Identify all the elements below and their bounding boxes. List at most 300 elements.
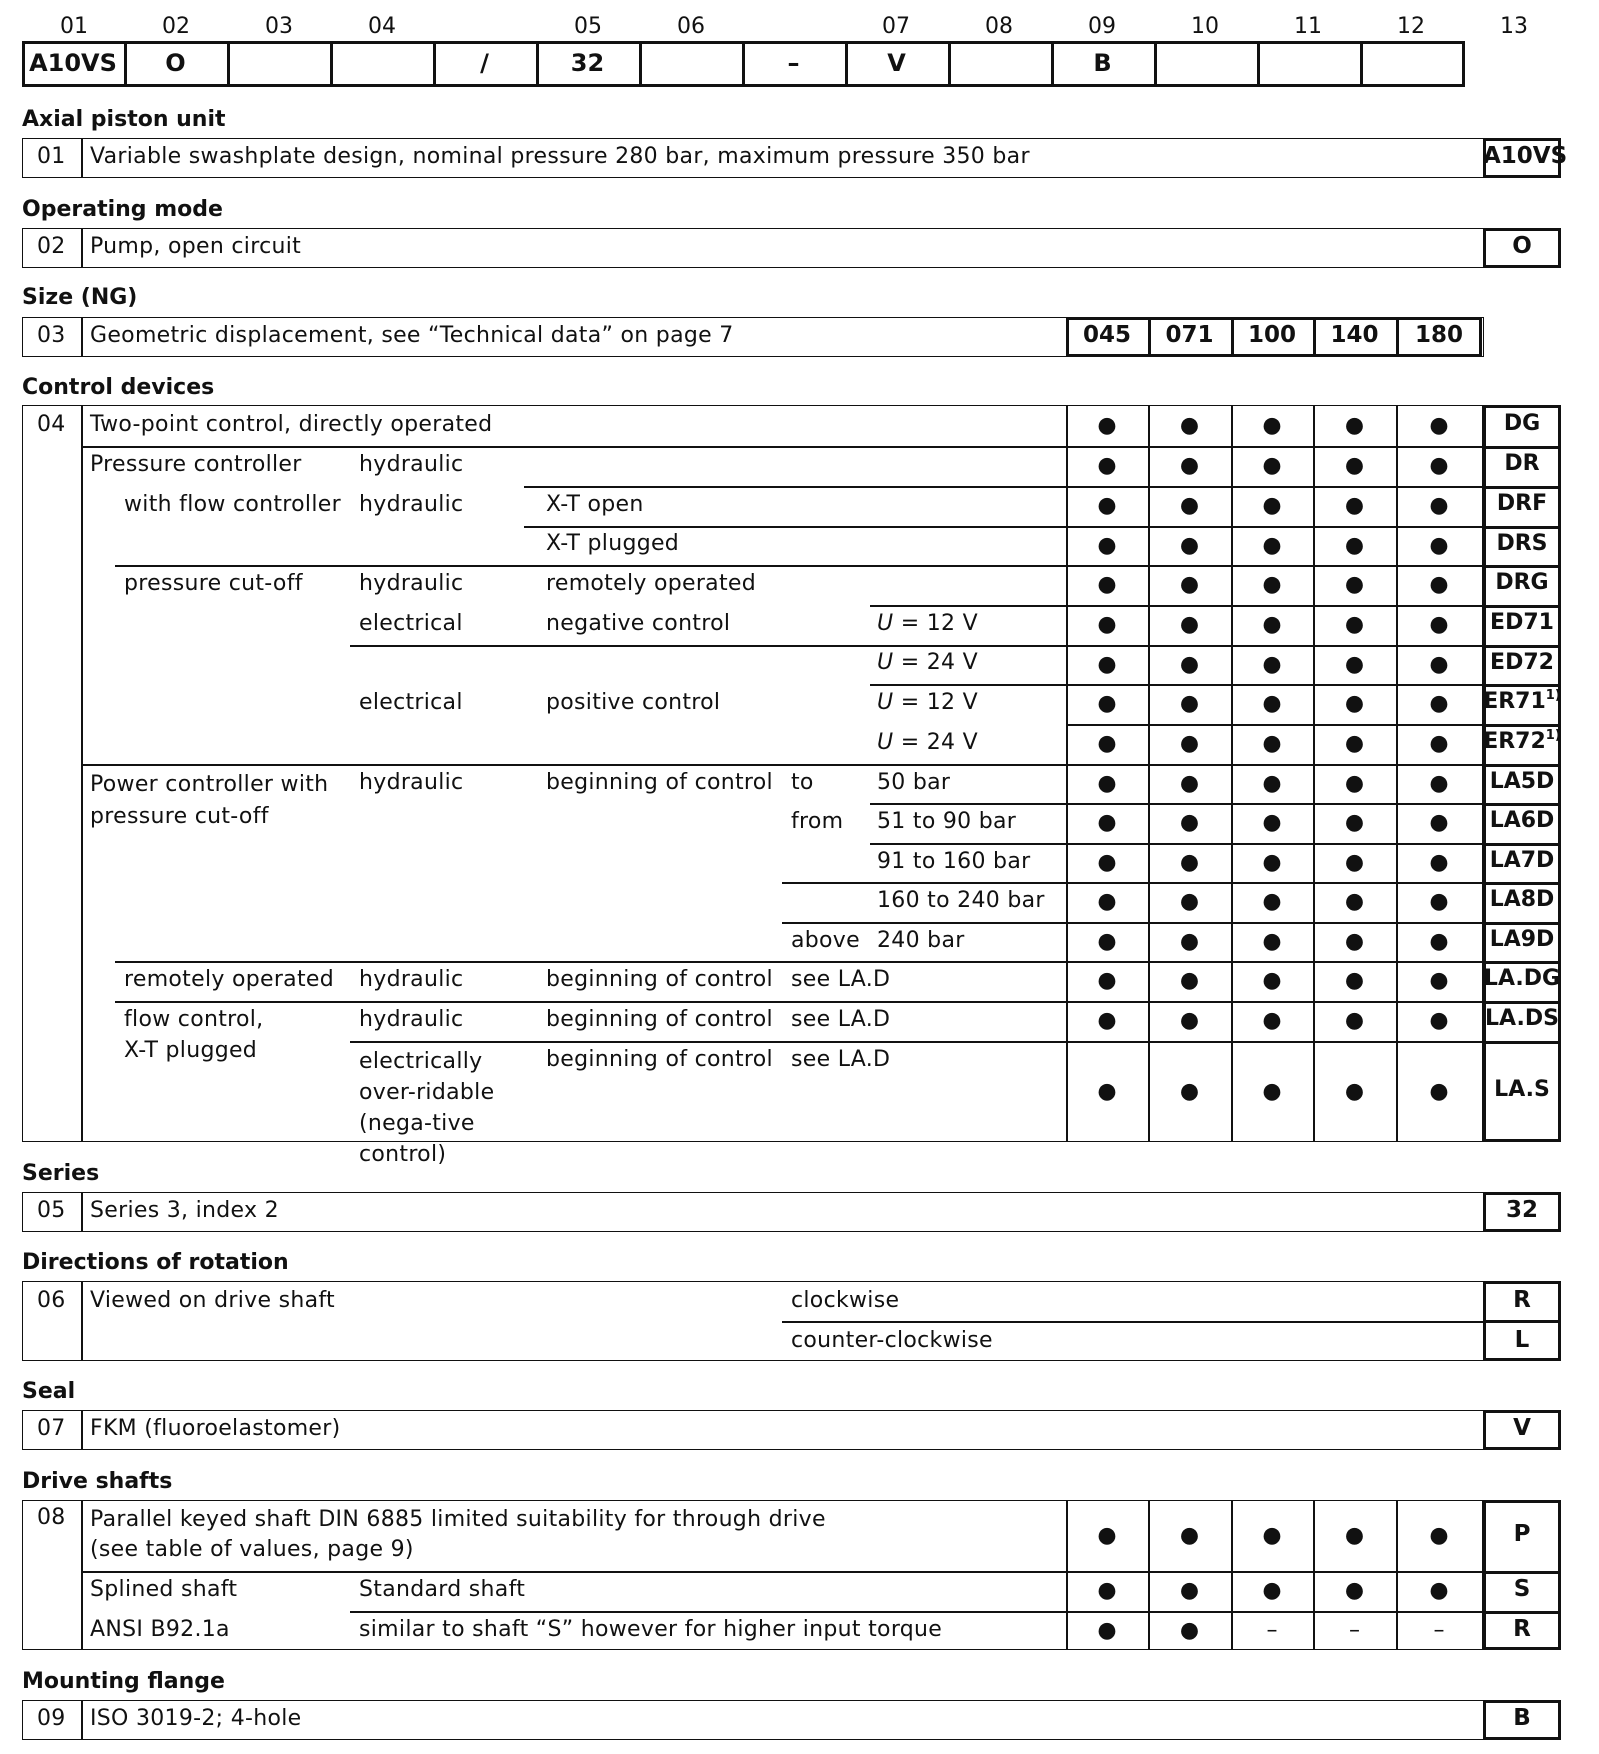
section-text: FKM (fluoroelastomer) <box>90 1416 341 1441</box>
availability-dot: ● <box>1344 849 1365 875</box>
footnote-marker: 1) <box>1545 728 1561 743</box>
availability-dot: ● <box>1262 849 1282 875</box>
availability-mark: ● <box>1344 1578 1365 1603</box>
availability-mark: ● <box>1429 1578 1449 1603</box>
position-number: 10 <box>1191 14 1219 39</box>
control-beginning-of-control: beginning of control <box>546 1007 773 1032</box>
availability-dot: ● <box>1179 532 1200 558</box>
control-positive-control: positive control <box>546 690 721 715</box>
code-divider <box>1483 605 1561 608</box>
availability-dot: ● <box>1262 572 1282 597</box>
code-divider <box>1483 486 1561 489</box>
control-beginning-of-control: beginning of control <box>546 967 773 992</box>
code-la-ds: LA.DS <box>1485 1006 1559 1031</box>
control-above: above <box>791 928 860 953</box>
rule-line <box>115 565 1066 567</box>
control-remotely-operated: remotely operated <box>546 571 756 596</box>
control-beginning-of-control: beginning of control <box>546 1047 773 1072</box>
shaft-similar: similar to shaft “S” however for higher input torque <box>359 1617 943 1642</box>
availability-dot: ● <box>1179 493 1200 518</box>
voltage-label <box>877 649 978 677</box>
control-remotely-operated: remotely operated <box>124 967 334 992</box>
code-a10vs-label: A10VS <box>1483 143 1568 169</box>
code-b-label: B <box>1513 1705 1531 1731</box>
code-divider <box>1483 922 1561 925</box>
section-number: 08 <box>37 1505 66 1530</box>
position-number: 01 <box>60 14 88 39</box>
rule-line <box>1066 486 1482 488</box>
availability-dot: ● <box>1097 849 1117 875</box>
availability-dot: ● <box>1429 889 1449 914</box>
rule-line <box>81 317 83 357</box>
section-number: 01 <box>37 144 66 169</box>
typecode-divider <box>1360 41 1363 87</box>
direction-counter-clockwise: counter-clockwise <box>791 1328 993 1353</box>
availability-dot: ● <box>1262 612 1282 637</box>
availability-dot: ● <box>1179 849 1200 875</box>
position-number: 13 <box>1500 14 1528 39</box>
availability-mark: ● <box>1344 1522 1365 1548</box>
availability-dot: ● <box>1429 453 1449 478</box>
typecode-cell: V <box>887 49 906 77</box>
availability-dot: ● <box>1344 1078 1365 1104</box>
section-text: Viewed on drive shaft <box>90 1288 335 1313</box>
rule-line <box>782 922 1066 924</box>
voltage-symbol: U <box>877 730 894 755</box>
availability-mark: ● <box>1179 1617 1200 1643</box>
code-divider <box>1483 764 1561 767</box>
rule-line <box>81 228 83 268</box>
pressure-240: 240 bar <box>877 928 965 953</box>
availability-mark: ● <box>1097 1578 1117 1603</box>
availability-dot: ● <box>1097 731 1117 756</box>
rule-line <box>81 446 1066 448</box>
availability-dot: ● <box>1097 493 1117 518</box>
control-hydraulic: hydraulic <box>359 452 464 477</box>
availability-dot: ● <box>1344 532 1365 558</box>
availability-dot: ● <box>1097 532 1117 558</box>
availability-dot: ● <box>1262 770 1282 796</box>
rule-line <box>524 486 1066 488</box>
availability-dot: ● <box>1344 412 1365 438</box>
code-drs: DRS <box>1496 530 1548 556</box>
availability-dot: ● <box>1344 810 1365 835</box>
availability-dot: ● <box>1429 532 1449 558</box>
availability-mark: ● <box>1179 1578 1200 1603</box>
section-title-series: Series <box>22 1161 100 1186</box>
availability-dot: ● <box>1344 691 1365 716</box>
availability-mark: ● <box>1097 1522 1117 1548</box>
control-with-flow-controller: with flow controller <box>124 492 341 517</box>
rule-line <box>1066 1611 1484 1613</box>
availability-dot: ● <box>1344 770 1365 796</box>
typecode-cell: A10VS <box>29 49 117 77</box>
availability-dot: ● <box>1179 453 1200 478</box>
section-title-drive-shafts: Drive shafts <box>22 1469 173 1494</box>
rule-line <box>1066 764 1482 766</box>
availability-dot: ● <box>1262 493 1282 518</box>
section-title-operating-mode: Operating mode <box>22 197 223 222</box>
code-divider <box>1483 684 1561 687</box>
control-hydraulic: hydraulic <box>359 770 464 795</box>
code-la6d: LA6D <box>1489 808 1555 833</box>
rule-line <box>1066 1001 1482 1003</box>
availability-dot: ● <box>1344 572 1365 597</box>
rule-line <box>870 803 1066 805</box>
control-pressure-controller: Pressure controller <box>90 452 302 477</box>
voltage-value: = 12 V <box>893 611 978 636</box>
shaft-splined: Splined shaft <box>90 1577 238 1602</box>
section-title-seal: Seal <box>22 1379 76 1404</box>
size-045: 045 <box>1082 322 1131 348</box>
typecode-cell: – <box>787 49 800 77</box>
rule-line <box>1066 803 1482 805</box>
availability-dot: ● <box>1179 968 1200 993</box>
voltage-value: = 12 V <box>893 690 978 715</box>
availability-mark: ● <box>1262 1522 1282 1548</box>
section-number: 02 <box>37 234 66 259</box>
availability-dot: ● <box>1097 889 1117 914</box>
rule-line <box>1066 882 1482 884</box>
pressure-50: 50 bar <box>877 770 951 795</box>
rule-line <box>81 1500 83 1650</box>
section-text: Variable swashplate design, nominal pressure 280 bar, maximum pressure 350 bar <box>90 144 1030 169</box>
position-number: 09 <box>1088 14 1116 39</box>
availability-dot: ● <box>1429 412 1449 438</box>
typecode-cell: 32 <box>570 49 605 77</box>
availability-dot: ● <box>1179 691 1200 716</box>
rule-line <box>81 1281 83 1361</box>
code-divider <box>1483 1571 1561 1574</box>
section-title-axial-piston-unit: Axial piston unit <box>22 107 226 132</box>
typecode-divider <box>948 41 951 87</box>
position-number: 05 <box>574 14 602 39</box>
availability-dot: ● <box>1429 1078 1449 1104</box>
typecode-divider <box>1257 41 1260 87</box>
availability-dot: ● <box>1097 810 1117 835</box>
typecode-cell: / <box>480 49 489 77</box>
availability-dot: ● <box>1179 810 1200 835</box>
control-two-point: Two-point control, directly operated <box>90 412 493 437</box>
availability-dot: ● <box>1097 412 1117 438</box>
size-140: 140 <box>1330 322 1379 348</box>
availability-dot: ● <box>1429 849 1449 875</box>
code-o-label: O <box>1512 233 1532 259</box>
code-dr: DR <box>1504 451 1540 476</box>
availability-dot: ● <box>1097 651 1117 677</box>
availability-dot: ● <box>1262 651 1282 677</box>
availability-dot: ● <box>1097 1008 1117 1033</box>
availability-dot: ● <box>1179 412 1200 438</box>
rule-line <box>782 1321 1484 1323</box>
control-hydraulic: hydraulic <box>359 492 464 517</box>
availability-dot: ● <box>1262 810 1282 835</box>
pressure-160-240: 160 to 240 bar <box>877 888 1045 913</box>
rule-line <box>115 1001 1066 1003</box>
shaft-parallel-keyed: Parallel keyed shaft DIN 6885 limited suitability for through drive (see table of values, page 9) <box>90 1507 826 1562</box>
code-divider <box>1483 843 1561 846</box>
position-number: 11 <box>1294 14 1322 39</box>
control-to: to <box>791 770 814 795</box>
availability-dot: ● <box>1429 651 1449 677</box>
code-er71: ER71$^{1)}$ <box>1483 688 1561 714</box>
availability-dot: ● <box>1262 691 1282 716</box>
direction-clockwise: clockwise <box>791 1288 900 1313</box>
section-text: Geometric displacement, see “Technical data” on page 7 <box>90 323 734 348</box>
code-divider <box>1483 526 1561 529</box>
code-v-label: V <box>1513 1415 1531 1441</box>
code-divider <box>1483 565 1561 568</box>
voltage-value: = 24 V <box>893 730 978 755</box>
voltage-label <box>877 610 978 638</box>
availability-dot: ● <box>1429 770 1449 796</box>
section-number: 05 <box>37 1198 66 1223</box>
shaft-ansi: ANSI B92.1a <box>90 1617 230 1642</box>
availability-dot: ● <box>1429 691 1449 716</box>
availability-dot: ● <box>1429 731 1449 756</box>
control-xt-open: X-T open <box>546 492 644 517</box>
code-ed72: ED72 <box>1490 649 1554 675</box>
position-number: 07 <box>882 14 910 39</box>
pressure-51-90: 51 to 90 bar <box>877 809 1017 834</box>
position-number: 06 <box>677 14 705 39</box>
code-divider <box>1483 1041 1561 1044</box>
availability-mark: – <box>1266 1617 1278 1643</box>
availability-dot: ● <box>1344 612 1365 637</box>
rule-line <box>1066 526 1482 528</box>
voltage-label <box>877 729 978 757</box>
availability-dot: ● <box>1097 928 1117 954</box>
rule-line <box>81 1192 83 1232</box>
size-180: 180 <box>1414 322 1463 348</box>
section-title-directions: Directions of rotation <box>22 1250 289 1275</box>
footnote-marker: 1) <box>1545 688 1561 703</box>
section-text: Series 3, index 2 <box>90 1198 279 1223</box>
availability-dot: ● <box>1344 493 1365 518</box>
rule-line <box>1066 922 1482 924</box>
availability-mark: ● <box>1429 1522 1449 1548</box>
code-la-dg: LA.DG <box>1483 966 1561 991</box>
availability-dot: ● <box>1429 968 1449 993</box>
position-number: 08 <box>985 14 1013 39</box>
rule-line <box>1066 605 1482 607</box>
code-la5d: LA5D <box>1489 768 1555 794</box>
section-title-mounting-flange: Mounting flange <box>22 1669 225 1694</box>
availability-dot: ● <box>1429 928 1449 954</box>
position-number: 02 <box>162 14 190 39</box>
control-see-lad: see LA.D <box>791 1047 891 1072</box>
rule-line <box>81 405 83 1142</box>
code-dg: DG <box>1503 410 1541 436</box>
code-32-label: 32 <box>1505 1197 1538 1223</box>
code-divider <box>1483 1611 1561 1614</box>
availability-mark: ● <box>1179 1522 1200 1548</box>
code-divider <box>1483 446 1561 449</box>
code-divider <box>1483 882 1561 885</box>
availability-dot: ● <box>1179 928 1200 954</box>
availability-mark: – <box>1433 1617 1445 1643</box>
availability-dot: ● <box>1429 810 1449 835</box>
availability-dot: ● <box>1429 612 1449 637</box>
rule-line <box>870 684 1066 686</box>
availability-dot: ● <box>1179 1078 1200 1104</box>
availability-dot: ● <box>1097 691 1117 716</box>
code-s: S <box>1513 1576 1531 1602</box>
code-la8d: LA8D <box>1489 887 1555 912</box>
code-divider <box>1483 645 1561 648</box>
pressure-91-160: 91 to 160 bar <box>877 849 1031 874</box>
rule-line <box>1066 843 1482 845</box>
control-hydraulic: hydraulic <box>359 967 464 992</box>
availability-dot: ● <box>1179 651 1200 677</box>
availability-dot: ● <box>1262 532 1282 558</box>
position-number: 03 <box>265 14 293 39</box>
availability-dot: ● <box>1179 770 1200 796</box>
section-text: ISO 3019-2; 4-hole <box>90 1706 302 1731</box>
voltage-symbol: U <box>877 611 894 636</box>
control-xt-plugged: X-T plugged <box>546 531 680 556</box>
section-number: 06 <box>37 1288 66 1313</box>
code-la-s: LA.S <box>1494 1076 1550 1102</box>
code-ed71: ED71 <box>1490 610 1554 635</box>
rule-line <box>1066 1041 1482 1043</box>
availability-dot: ● <box>1262 968 1282 993</box>
rule-line <box>1066 724 1482 726</box>
control-electrical: electrical <box>359 690 463 715</box>
control-power-controller: Power controller with pressure cut-off <box>90 772 329 829</box>
availability-dot: ● <box>1344 453 1365 478</box>
code-r: R <box>1513 1615 1531 1642</box>
availability-dot: ● <box>1179 1008 1200 1033</box>
control-hydraulic: hydraulic <box>359 571 464 596</box>
voltage-symbol: U <box>877 690 894 715</box>
rule-line <box>350 1041 1066 1043</box>
availability-dot: ● <box>1097 968 1117 993</box>
control-electrically-overridable: electrically over-ridable (nega-tive control) <box>359 1049 495 1167</box>
section-number: 04 <box>37 412 66 437</box>
control-beginning-of-control: beginning of control <box>546 770 773 795</box>
availability-dot: ● <box>1179 889 1200 914</box>
typecode-divider <box>330 41 333 87</box>
size-100: 100 <box>1247 322 1296 348</box>
control-see-lad: see LA.D <box>791 1007 891 1032</box>
rule-line <box>81 1700 83 1740</box>
availability-dot: ● <box>1344 928 1365 954</box>
control-from: from <box>791 809 844 834</box>
voltage-symbol: U <box>877 650 894 675</box>
availability-dot: ● <box>1179 612 1200 637</box>
code-la7d: LA7D <box>1489 847 1555 873</box>
control-hydraulic: hydraulic <box>359 1007 464 1032</box>
section-title-control-devices: Control devices <box>22 375 215 400</box>
rule-line <box>870 843 1066 845</box>
code-divider <box>1483 803 1561 806</box>
section-text: Pump, open circuit <box>90 234 302 259</box>
availability-dot: ● <box>1262 453 1282 478</box>
rule-line <box>81 1571 1484 1573</box>
typecode-divider <box>639 41 642 87</box>
control-pressure-cutoff: pressure cut-off <box>124 571 303 596</box>
rule-line <box>81 764 1066 766</box>
rule-line <box>1066 684 1482 686</box>
availability-dot: ● <box>1179 572 1200 597</box>
availability-dot: ● <box>1262 928 1282 954</box>
availability-dot: ● <box>1344 1008 1365 1033</box>
size-071: 071 <box>1165 322 1214 348</box>
typecode-divider <box>1154 41 1157 87</box>
availability-dot: ● <box>1344 731 1365 756</box>
availability-dot: ● <box>1262 1008 1282 1033</box>
typecode-cell: O <box>165 49 186 77</box>
rule-line <box>1066 565 1482 567</box>
availability-dot: ● <box>1429 493 1449 518</box>
section-number: 03 <box>37 323 66 348</box>
code-r: R <box>1513 1287 1531 1313</box>
availability-dot: ● <box>1097 1078 1117 1104</box>
rule-line <box>81 1410 83 1450</box>
availability-dot: ● <box>1344 889 1365 914</box>
control-flow-control: flow control, <box>124 1007 264 1032</box>
section-number: 09 <box>37 1706 66 1731</box>
availability-dot: ● <box>1429 1008 1449 1033</box>
rule-line <box>870 605 1066 607</box>
availability-dot: ● <box>1262 1078 1282 1104</box>
typecode-divider <box>227 41 230 87</box>
shaft-standard: Standard shaft <box>359 1577 526 1602</box>
availability-dot: ● <box>1262 889 1282 914</box>
typecode-cell: B <box>1093 49 1112 77</box>
code-er72: ER72$^{1)}$ <box>1483 728 1561 754</box>
availability-dot: ● <box>1262 731 1282 756</box>
code-la9d: LA9D <box>1489 926 1555 952</box>
control-electrical: electrical <box>359 611 463 636</box>
rule-line <box>1066 446 1482 448</box>
voltage-value: = 24 V <box>893 650 978 675</box>
rule-line <box>115 961 1066 963</box>
rule-line <box>524 526 1066 528</box>
availability-mark: – <box>1349 1617 1360 1643</box>
availability-dot: ● <box>1097 612 1117 637</box>
code-drg: DRG <box>1495 570 1549 595</box>
rule-line <box>350 645 1066 647</box>
section-number: 07 <box>37 1416 66 1441</box>
rule-line <box>81 138 83 178</box>
control-negative-control: negative control <box>546 611 731 636</box>
availability-dot: ● <box>1097 770 1117 796</box>
control-see-lad: see LA.D <box>791 967 891 992</box>
availability-mark: ● <box>1097 1617 1117 1643</box>
voltage-label <box>877 689 978 717</box>
availability-dot: ● <box>1097 453 1117 478</box>
code-l: L <box>1514 1327 1530 1353</box>
code-divider <box>1483 961 1561 964</box>
rule-line <box>1066 961 1482 963</box>
code-p: P <box>1513 1520 1531 1547</box>
availability-dot: ● <box>1344 651 1365 677</box>
section-title-size: Size (NG) <box>22 285 138 310</box>
position-number: 04 <box>368 14 396 39</box>
availability-dot: ● <box>1262 412 1282 438</box>
availability-dot: ● <box>1179 731 1200 756</box>
availability-dot: ● <box>1344 968 1365 993</box>
rule-line <box>1066 645 1482 647</box>
availability-mark: ● <box>1262 1578 1282 1603</box>
rule-line <box>782 882 1066 884</box>
code-divider <box>1483 1001 1561 1004</box>
code-divider <box>1483 1320 1561 1323</box>
availability-dot: ● <box>1097 572 1117 597</box>
position-number: 12 <box>1397 14 1425 39</box>
